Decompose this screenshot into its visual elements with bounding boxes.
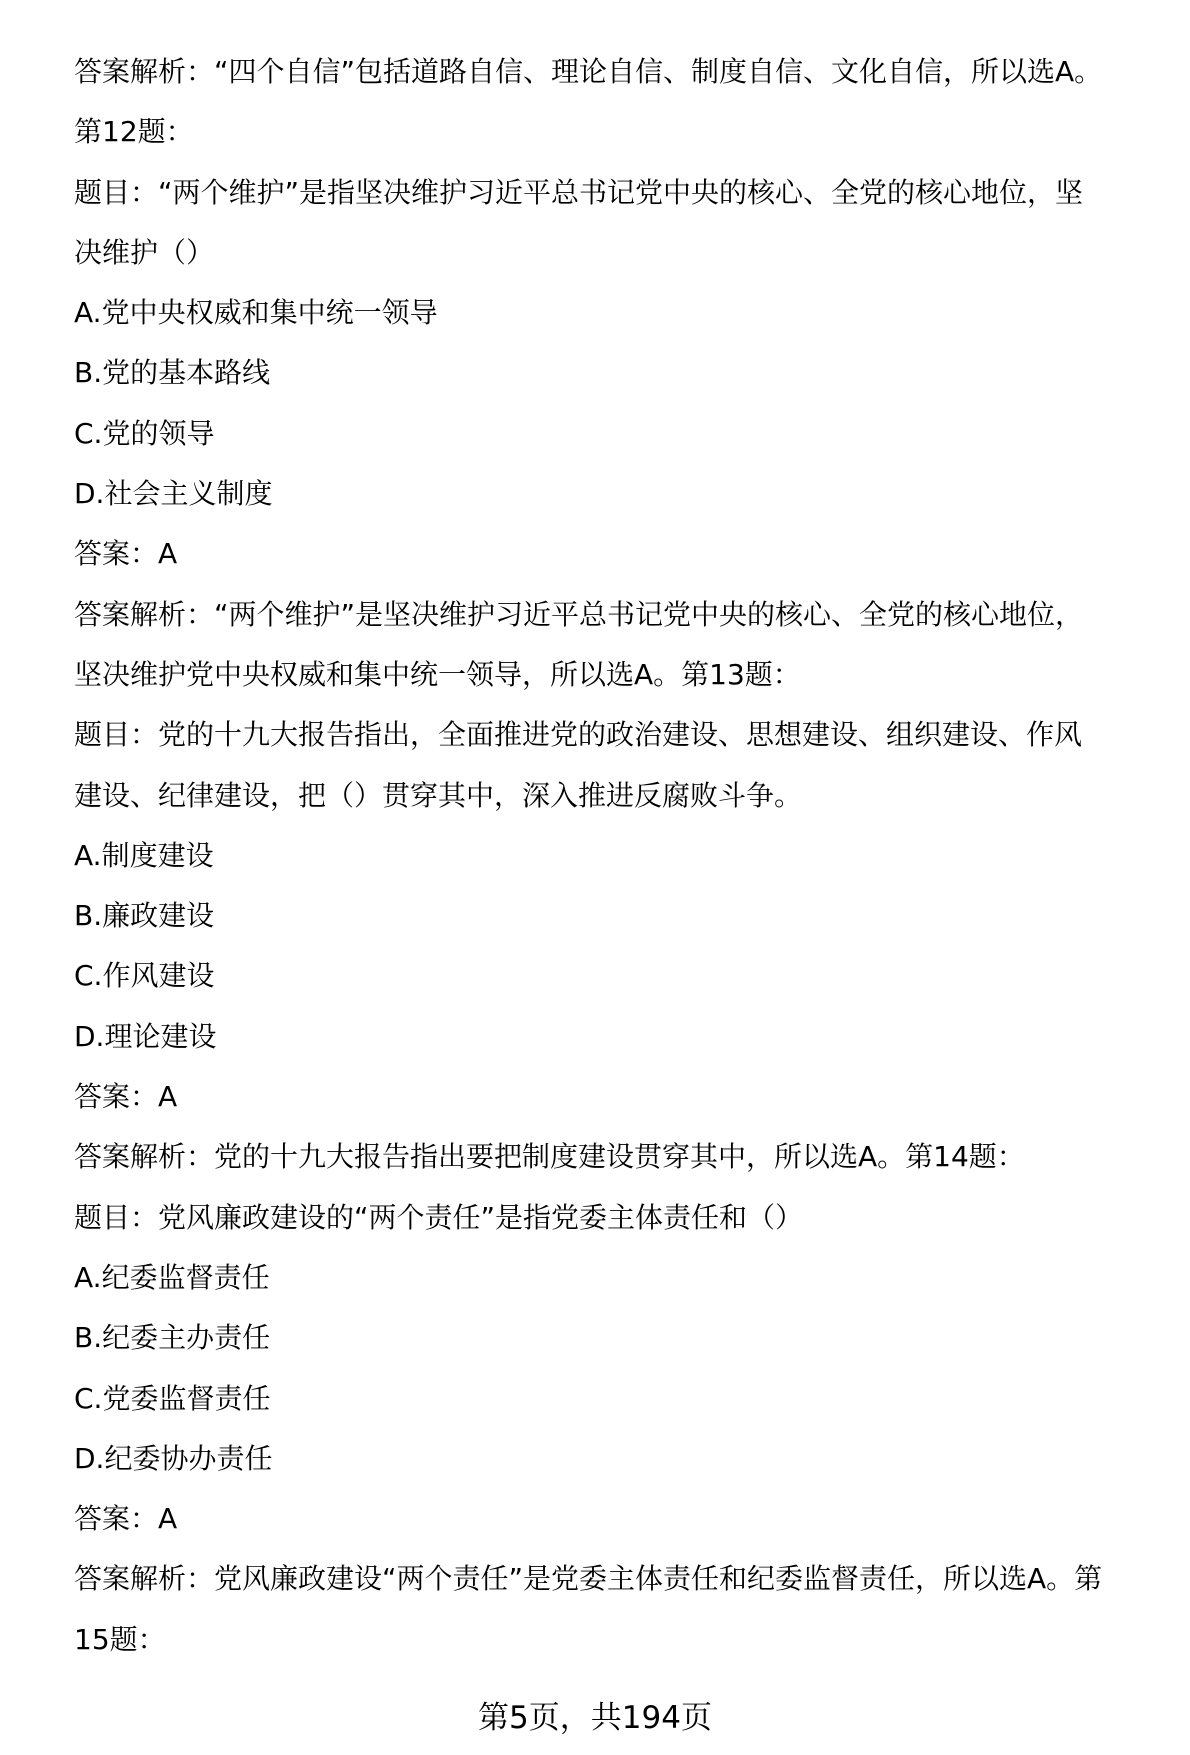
option-c: C.党委监督责任 — [74, 1381, 271, 1415]
question-number: 第12题： — [74, 115, 194, 149]
option-b: B.纪委主办责任 — [74, 1321, 271, 1355]
answer: 答案：A — [74, 537, 178, 571]
option-a: A.制度建设 — [74, 838, 214, 872]
question-number: 15题： — [74, 1622, 166, 1656]
option-a: A.纪委监督责任 — [74, 1260, 270, 1294]
answer: 答案：A — [74, 1080, 178, 1114]
answer-explanation: 坚决维护党中央权威和集中统一领导，所以选A。第13题： — [74, 657, 801, 691]
answer-explanation: 答案解析：党风廉政建设“两个责任”是党委主体责任和纪委监督责任，所以选A。第 — [74, 1562, 1103, 1596]
option-d: D.纪委协办责任 — [74, 1441, 273, 1475]
option-c: C.作风建设 — [74, 959, 215, 993]
answer: 答案：A — [74, 1502, 178, 1536]
option-d: D.理论建设 — [74, 1019, 217, 1053]
option-c: C.党的领导 — [74, 416, 215, 450]
text-line: 答案解析：“四个自信”包括道路自信、理论自信、制度自信、文化自信，所以选A。 — [74, 55, 1103, 88]
page-footer: 第5页，共194页 — [478, 1700, 712, 1736]
question-text: 建设、纪律建设，把（）贯穿其中，深入推进反腐败斗争。 — [74, 778, 803, 812]
question-text: 题目：党风廉政建设的“两个责任”是指党委主体责任和（） — [74, 1200, 804, 1234]
answer-explanation: 答案解析：党的十九大报告指出要把制度建设贯穿其中，所以选A。第14题： — [74, 1140, 1025, 1174]
question-text: 决维护（） — [74, 235, 215, 269]
answer-explanation: 答案解析：“两个维护”是坚决维护习近平总书记党中央的核心、全党的核心地位， — [74, 597, 1084, 631]
page-content — [74, 42, 1174, 1670]
option-b: B.廉政建设 — [74, 899, 215, 933]
question-text: 题目：“两个维护”是指坚决维护习近平总书记党中央的核心、全党的核心地位，坚 — [74, 175, 1084, 209]
question-text: 题目：党的十九大报告指出，全面推进党的政治建设、思想建设、组织建设、作风 — [74, 718, 1083, 752]
option-d: D.社会主义制度 — [74, 477, 273, 511]
option-b: B.党的基本路线 — [74, 356, 271, 390]
option-a: A.党中央权威和集中统一领导 — [74, 296, 438, 330]
